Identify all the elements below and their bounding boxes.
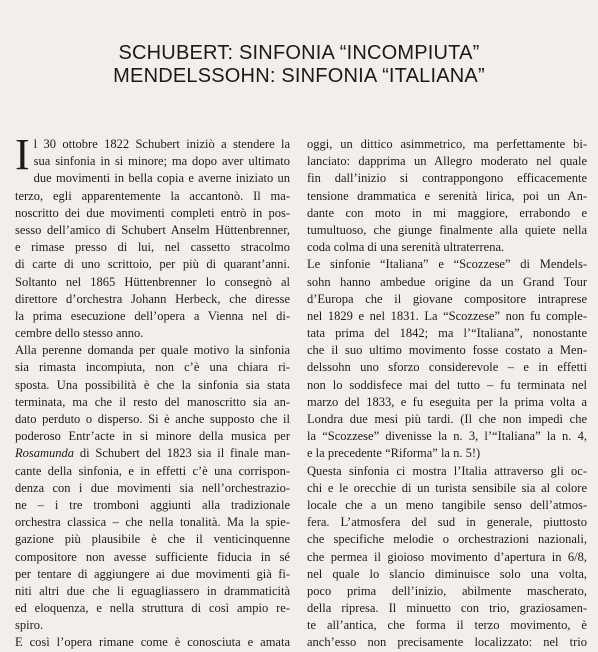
text-line: sesso dell’amico di Schubert Anselm Hüttenbrenner, xyxy=(15,222,290,237)
text-line: ne – i tre tromboni aggiunti alla tradizionale xyxy=(15,497,290,512)
text-line: lanciato: dapprima un Allegro moderato nel quale xyxy=(307,154,587,169)
text-line: direttore d’orchestra Johann Herbeck, che diresse xyxy=(15,291,290,306)
text-line: marzo del 1833, e fu eseguita per la prima volta a xyxy=(307,394,587,409)
text-line: noscritto dei due movimenti completi entrò in pos- xyxy=(15,205,290,220)
text-line: d’Europa che il giovane compositore intraprese xyxy=(307,291,587,306)
text-line: che permea il gioioso movimento d’apertura in 6/8, xyxy=(307,549,587,564)
text-line: ed eloquenza, e nella struttura di così ampio re- xyxy=(15,601,290,616)
text-line: locale che a un meno tangibile senso dell’atmos- xyxy=(307,497,587,512)
text-line: fera. L’atmosfera del sud in generale, piuttosto xyxy=(307,515,587,530)
text-line: e rimase presso di lui, nel cassetto stracolmo xyxy=(15,240,290,255)
text-line: due movimenti in bella copia e averne iniziato un xyxy=(33,171,290,186)
text-line: oggi, un dittico asimmetrico, ma perfettamente bi- xyxy=(307,137,587,151)
text-line: terminata, ma che il resto del manoscritto sia an- xyxy=(15,394,290,409)
text-line: della ripresa. Il minuetto con trio, graziosamen- xyxy=(307,601,587,616)
text-line: Rosamunda di Schubert del 1823 sia il finale man- xyxy=(15,446,290,461)
text-line: sohn hanno ambedue origine da un Grand Tour xyxy=(307,274,587,289)
text-line: Londra due mesi più tardi. (Il che non impedì che xyxy=(307,412,587,426)
text-line: Le sinfonie “Italiana” e “Scozzese” di Mendels- xyxy=(307,257,587,272)
text-line: tata prima del 1842; ma l’“Italiana”, nonostante xyxy=(307,326,587,341)
text-line: niti altri due che li eguagliassero in drammaticità xyxy=(15,583,290,598)
text-line: dante con moto in mi maggiore, errabondo e xyxy=(307,205,587,220)
headline-line-schubert: SCHUBERT: SINFONIA “INCOMPIUTA” xyxy=(118,42,480,64)
left-text-column xyxy=(15,130,290,652)
text-line: nel quale lo slancio diminuisce solo una volta, xyxy=(307,566,587,581)
drop-cap: I xyxy=(15,130,30,179)
text-line: la “Scozzese” divenisse la n. 3, l’“Italiana” la n. 4, xyxy=(307,429,587,444)
text-line: anch’esso non precisamente localizzato: nel trio xyxy=(307,635,587,650)
text-line: spiro. xyxy=(15,618,44,633)
text-line: fin dall’inizio si contrappongono efficacemente xyxy=(307,171,587,186)
text-line: te all’antica, che forma il terzo movimento, è xyxy=(307,618,587,633)
text-line: chi e le orecchie di un turista sensibile sia al colore xyxy=(307,480,587,495)
text-line: dato perduto o disperso. Si è anche supposto che il xyxy=(15,412,290,426)
text-line: che specifiche melodie o orchestrazioni nazionali, xyxy=(307,532,587,547)
italic-title: Rosamunda xyxy=(15,446,75,461)
text-line: sia rimasta incompiuta, non c’è una chiara ri- xyxy=(15,360,290,375)
text-line: tumultuoso, che giunge finalmente alla quiete nella xyxy=(307,222,587,237)
text-line: non lo soddisfece mai del tutto – fu terminata nel xyxy=(307,377,587,392)
text-line: delssohn uno sforzo considerevole – e in effetti xyxy=(307,360,587,375)
first-paragraph-block xyxy=(15,130,290,652)
text-line: orchestra classica – che nella tonalità. Ma la spie- xyxy=(15,515,290,530)
headline-line-mendelssohn: MENDELSSOHN: SINFONIA “ITALIANA” xyxy=(113,65,485,87)
left-lines xyxy=(15,130,290,652)
text-line: per tentare di aggiungere ai due movimenti già fi- xyxy=(15,566,290,581)
text-line: Questa sinfonia ci mostra l’Italia attraverso gli oc- xyxy=(307,463,587,478)
text-line: cante della sinfonia, e in effetti c’è una corrispon- xyxy=(15,463,290,478)
text-line: Soltanto nel 1865 Hüttenbrenner lo consegnò al xyxy=(15,274,290,289)
text-line: coda colma di una serenità ultraterrena. xyxy=(307,240,505,255)
text-line: denza con i due movimenti sia nell’orchestrazio- xyxy=(15,480,290,495)
right-lines xyxy=(307,136,587,652)
right-text-column xyxy=(307,136,587,652)
text-line: sposta. Una possibilità è che la sinfonia sia stata xyxy=(15,377,290,392)
text-line: compositore non avesse sufficiente fiducia in sé xyxy=(15,549,290,564)
headline xyxy=(0,42,598,88)
text-line: poco prima dell’inizio, abilmente mascherato, xyxy=(307,583,587,598)
text-line: terzo, egli apparentemente la accantonò. Il ma- xyxy=(15,188,290,203)
text-line: sua sinfonia in si minore; ma dopo aver ultimato xyxy=(33,154,290,169)
text-line: Alla perenne domanda per quale motivo la sinfonia xyxy=(15,343,290,358)
text-line: nel 1829 e nel 1831. La “Scozzese” non fu comple- xyxy=(307,308,587,323)
text-line: di carte di uno scrittoio, per più di quarant’anni. xyxy=(15,257,290,272)
text-line: e la precedente “Riforma” la n. 5!) xyxy=(307,446,481,461)
text-line: che il suo ultimo movimento fosse costato a Men- xyxy=(307,343,587,358)
text-line: la prima esecuzione dell’opera a Vienna nel di- xyxy=(15,308,290,323)
text-line: l 30 ottobre 1822 Schubert iniziò a stendere la xyxy=(33,137,290,151)
text-line: gazione più plausibile è che il venticinquenne xyxy=(15,532,290,547)
text-line: cembre dello stesso anno. xyxy=(15,326,144,341)
text-line: tensione drammatica e serenità lirica, poi un An- xyxy=(307,188,587,203)
text-line: E così l’opera rimane come è conosciuta e amata xyxy=(15,635,290,650)
text-line: poderoso Entr’acte in si minore della musica per xyxy=(15,429,290,444)
